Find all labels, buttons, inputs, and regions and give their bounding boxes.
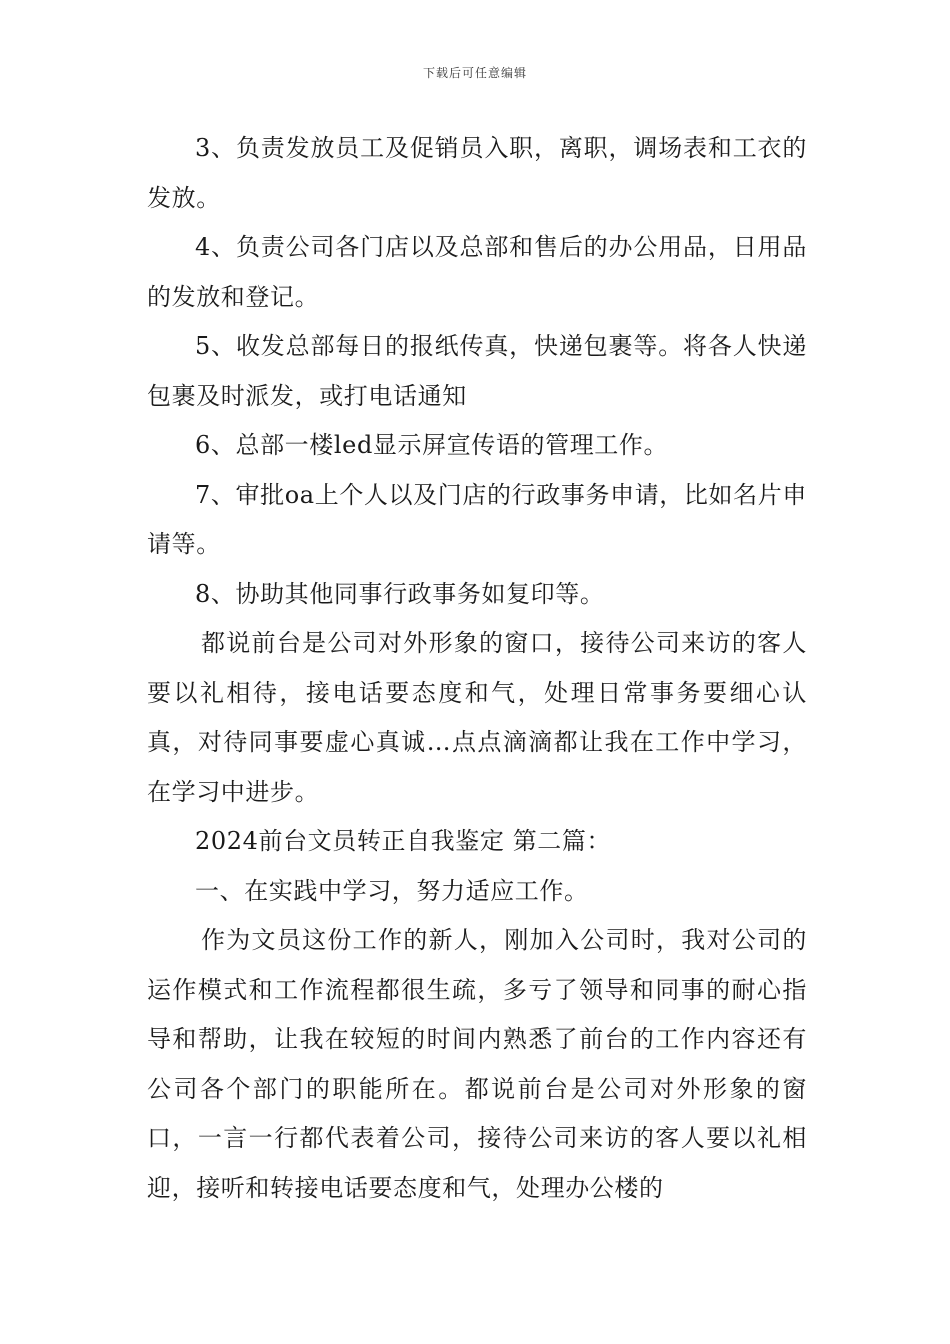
- paragraph-item-8: 8、协助其他同事行政事务如复印等。: [195, 579, 605, 608]
- paragraph-item-7: 7、审批oa上个人以及门店的行政事务申请，比如名片申请等。: [147, 480, 807, 558]
- paragraph-item-3: 3、负责发放员工及促销员入职，离职，调场表和工衣的发放。: [147, 134, 807, 212]
- subsection-heading: 一、在实践中学习，努力适应工作。: [195, 876, 589, 905]
- paragraph-summary: 都说前台是公司对外形象的窗口，接待公司来访的客人要以礼相待，接电话要态度和气，处理日常事务要细心认真，对待同事要虚心真诚…点点滴滴都让我在工作中学习，在学习中进步。: [147, 629, 807, 806]
- section-heading: 2024前台文员转正自我鉴定 第二篇：: [195, 827, 612, 855]
- page-header-note: 下载后可任意编辑: [422, 66, 527, 80]
- paragraph-item-6: 6、总部一楼led显示屏宣传语的管理工作。: [195, 431, 669, 459]
- paragraph-body: 作为文员这份工作的新人，刚加入公司时，我对公司的运作模式和工作流程都很生疏，多亏了领导和同事的耐心指导和帮助，让我在较短的时间内熟悉了前台的工作内容还有公司各个部门的职能所在。都说前台是公司对外形象的窗口，一言一行都代表着公司，接待公司来访的客人要以礼相迎，接听和转接电话要态度和气，处理办公楼的: [147, 926, 807, 1202]
- paragraph-item-4: 4、负责公司各门店以及总部和售后的办公用品，日用品的发放和登记。: [147, 233, 807, 311]
- document-body: [147, 124, 807, 1213]
- paragraph-item-5: 5、收发总部每日的报纸传真，快递包裹等。将各人快递包裹及时派发，或打电话通知: [147, 332, 807, 410]
